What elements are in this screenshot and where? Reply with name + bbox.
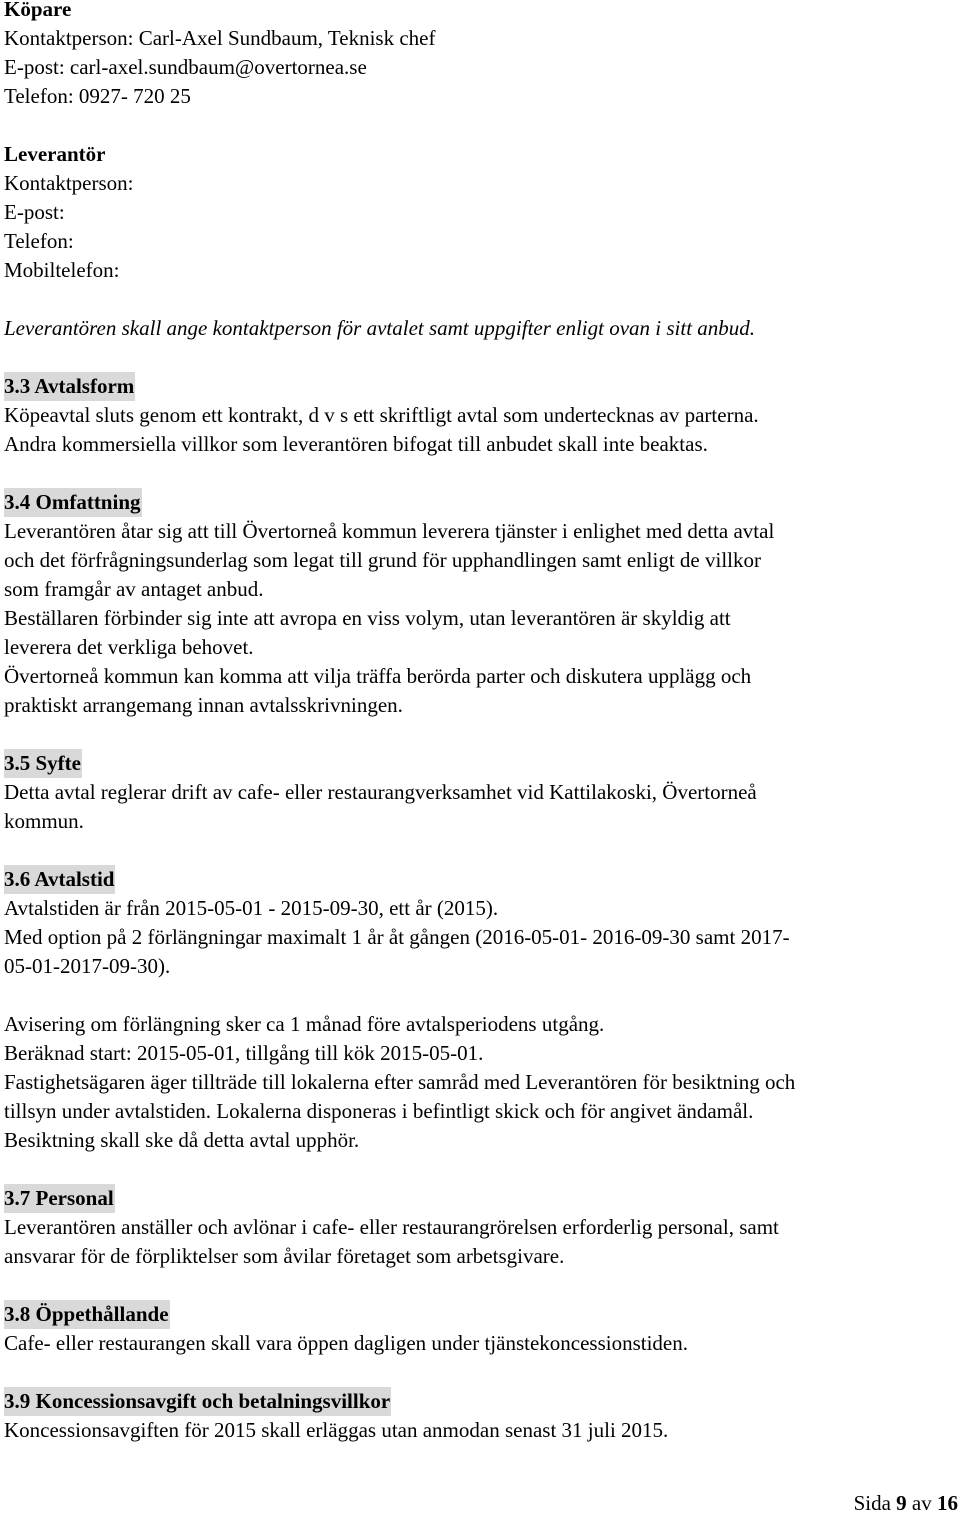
buyer-email: E-post: carl-axel.sundbaum@overtornea.se [4, 55, 367, 79]
section-heading: 3.9 Koncessionsavgift och betalningsvillkor [4, 1387, 391, 1416]
section-text-line: och det förfrågningsunderlag som legat till grund för upphandlingen samt enligt de villkor [4, 548, 761, 572]
section-heading: 3.4 Omfattning [4, 488, 142, 517]
section-text-line: Cafe- eller restaurangen skall vara öppen dagligen under tjänstekoncessionstiden. [4, 1331, 689, 1355]
section-text-line: ansvarar för de förpliktelser som åvilar företaget som arbetsgivare. [4, 1244, 565, 1268]
section-heading: 3.6 Avtalstid [4, 865, 115, 894]
section-text-line: kommun. [4, 809, 84, 833]
buyer-title: Köpare [4, 0, 72, 21]
section-heading: 3.3 Avtalsform [4, 372, 135, 401]
section-text-line: Med option på 2 förlängningar maximalt 1 år åt gången (2016-05-01- 2016-09-30 samt 2017- [4, 925, 790, 949]
footer-page-number: 9 [896, 1491, 907, 1515]
section-text-line: Andra kommersiella villkor som leverantören bifogat till anbudet skall inte beaktas. [4, 432, 708, 456]
section-text-line: Koncessionsavgiften för 2015 skall erläggas utan anmodan senast 31 juli 2015. [4, 1418, 669, 1442]
section-text-line: 05-01-2017-09-30). [4, 954, 171, 978]
section-text-line: Avisering om förlängning sker ca 1 månad före avtalsperiodens utgång. [4, 1012, 605, 1036]
section-text-line: Leverantören åtar sig att till Övertorneå kommun leverera tjänster i enlighet med detta avtal [4, 519, 775, 543]
buyer-phone: Telefon: 0927- 720 25 [4, 84, 191, 108]
section-text-line: praktiskt arrangemang innan avtalsskrivningen. [4, 693, 403, 717]
section-text-line: Fastighetsägaren äger tillträde till lokalerna efter samråd med Leverantören för besiktning och [4, 1070, 796, 1094]
section-3-6 [4, 865, 958, 1155]
section-3-5 [4, 749, 958, 836]
section-3-3 [4, 372, 958, 459]
section-text-line: tillsyn under avtalstiden. Lokalerna disponeras i befintligt skick och för angivet ändamål. [4, 1099, 754, 1123]
section-text-line: Beräknad start: 2015-05-01, tillgång till kök 2015-05-01. [4, 1041, 484, 1065]
footer-prefix: Sida [853, 1491, 891, 1515]
section-text-line: som framgår av antaget anbud. [4, 577, 264, 601]
section-text-line: leverera det verkliga behovet. [4, 635, 254, 659]
buyer-contact: Kontaktperson: Carl-Axel Sundbaum, Teknisk chef [4, 26, 436, 50]
supplier-block [4, 140, 958, 343]
supplier-mobile: Mobiltelefon: [4, 258, 120, 282]
footer-total-pages: 16 [937, 1491, 958, 1515]
section-3-4 [4, 488, 958, 720]
section-heading: 3.8 Öppethållande [4, 1300, 170, 1329]
supplier-note: Leverantören skall ange kontaktperson för avtalet samt uppgifter enligt ovan i sitt anbud. [4, 316, 756, 340]
section-3-9 [4, 1387, 958, 1445]
section-text-line: Besiktning skall ske då detta avtal upphör. [4, 1128, 360, 1152]
supplier-email: E-post: [4, 200, 65, 224]
section-text-line: Detta avtal reglerar drift av cafe- eller restaurangverksamhet vid Kattilakoski, Övertorneå [4, 780, 757, 804]
section-3-7 [4, 1184, 958, 1271]
supplier-contact: Kontaktperson: [4, 171, 134, 195]
section-text-line: Övertorneå kommun kan komma att vilja träffa berörda parter och diskutera upplägg och [4, 664, 752, 688]
supplier-phone: Telefon: [4, 229, 74, 253]
section-heading: 3.5 Syfte [4, 749, 82, 778]
section-text-line: Avtalstiden är från 2015-05-01 - 2015-09-30, ett år (2015). [4, 896, 499, 920]
supplier-title: Leverantör [4, 142, 106, 166]
section-heading: 3.7 Personal [4, 1184, 115, 1213]
section-text-line: Beställaren förbinder sig inte att avropa en viss volym, utan leverantören är skyldig att [4, 606, 731, 630]
buyer-block [4, 0, 958, 111]
section-text-line: Köpeavtal sluts genom ett kontrakt, d v s ett skriftligt avtal som undertecknas av parterna. [4, 403, 759, 427]
section-text-line: Leverantören anställer och avlönar i cafe- eller restaurangrörelsen erforderlig personal, samt [4, 1215, 779, 1239]
document-page [4, 0, 958, 1445]
section-3-8 [4, 1300, 958, 1358]
footer-middle: av [911, 1491, 932, 1515]
page-footer [854, 1489, 958, 1518]
